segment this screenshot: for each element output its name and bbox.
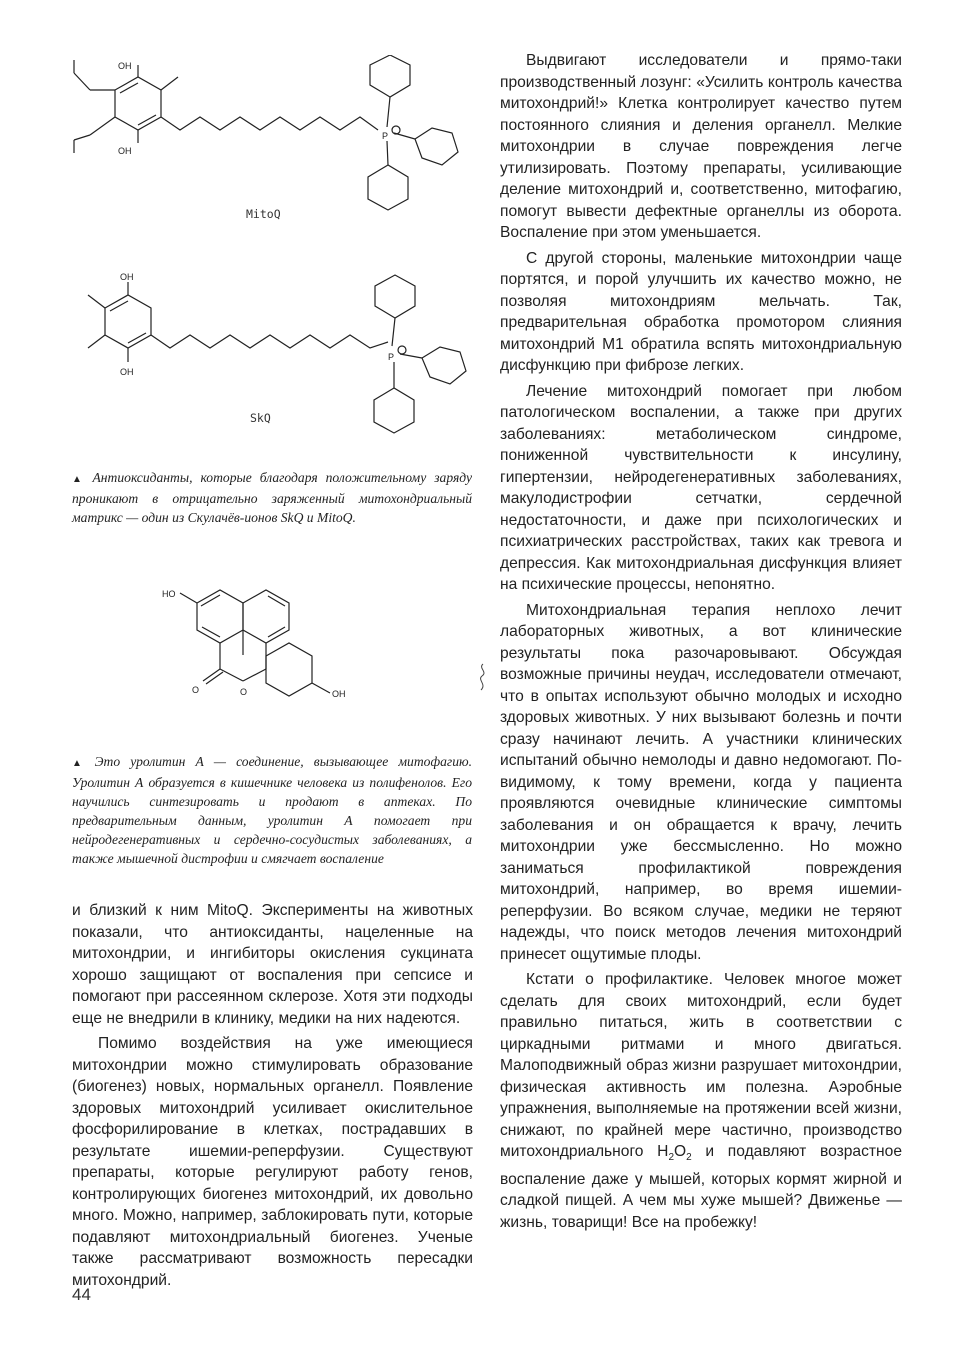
skq-oh-top-label: OH [120, 272, 134, 282]
phosphonium-label: P [382, 131, 389, 141]
right-paragraph-4: Митохондриальная терапия неплохо лечит лабораторных животных, а вот клинические результаты пока разочаровывают. Обсуждая возможные причины неудач, исследователи отмечают, что в опытах используют обычно молодых и исходно здоровых животных. У них вызывают болезнь и почти сразу начинают лечить. А участники клинических испытаний обычно немолоды и давно недомогают. По-видимому, к тому времени, когда у пациента проявляются очевидные клинические симптомы заболевания и он обращается к врачу, лечить митохондрии уже бессмысленно. Но можно заниматься профилактикой повреждения митохондрий, например, во время ишемии-реперфузии. Во всяком случае, медики не теряют надежды, что поиск методов лечения митохондрий принесет ощутимые плоды. [500, 601, 902, 963]
antioxidants-caption-text: Антиоксиданты, которые благодаря положительному заряду проникают в отрицательно заряженный митохондриальный матрикс — один из Скулачёв-ионов SkQ и MitoQ. [72, 470, 472, 525]
skq-phosphonium-label: P [388, 352, 395, 362]
ho-label: HO [162, 589, 176, 599]
oh-top-label: OH [118, 61, 132, 71]
urolithin-caption [72, 752, 472, 868]
skq-label: SkQ [250, 411, 271, 425]
left-paragraph-1: и близкий к ним MitoQ. Эксперименты на животных показали, что антиоксиданты, нацеленные на митохондрии, и ингибиторы окисления сукцината хорошо защищают от воспаления при сепсисе и помогают при рассеянном склерозе. Хотя эти подходы еще не внедрили в клинику, медики на них надеются. [72, 902, 473, 1027]
page-number: 44 [72, 1285, 91, 1304]
mitoq-label: MitoQ [246, 207, 281, 221]
carbonyl-o-label: O [192, 685, 200, 695]
right-column [500, 50, 902, 1233]
oh-bottom-label: OH [118, 146, 132, 156]
left-paragraph-2: Помимо воздействия на уже имеющиеся митохондрии можно стимулировать образование (биогенез) новых, нормальных органелл. Появление здоровых митохондрий усиливает окислительное фосфорилирование в клетках, пострадавших в результате ишемии-реперфузии. Существуют препараты, которые регулируют работу генов, контролирующих биогенез митохондрий, их довольно много. Можно, например, заблокировать пути, которые подавляют митохондриальный биогенез. Ученые также рассматривают возможность пересадки митохондрий. [72, 1035, 473, 1289]
right-paragraph-5: Кстати о профилактике. Человек многое может сделать для своих митохондрий, если будет правильно питаться, жить в соответствии с циркадными ритмами и много двигаться. Малоподвижный образ жизни разрушает митохондрии, физическая активность им полезна. Аэробные упражнения, выполняемые на протяжении всей жизни, снижают, по крайней мере частично, производство митохондриального $H_2O_2$ и подавляют возрастное воспаление даже у мышей, которых кормят жирной и сладкой пищей. А чем мы хуже мышей? Движенье — жизнь, товарищи! Все на пробежку! [500, 971, 902, 1231]
right-paragraph-2: С другой стороны, маленькие митохондрии чаще портятся, и порой улучшить их качество можно, не позволяя митохондриям мельчать. Так, предварительная обработка промотором слияния митохондрий М1 обратила вспять митохондриальную дисфункцию при фиброзе легких. [500, 249, 902, 374]
triangle-marker-icon: ▲ [72, 758, 89, 769]
urolithin-a-structure [160, 575, 380, 705]
ring-o-label: O [240, 687, 248, 697]
right-paragraph-3: Лечение митохондрий помогает при любом патологическом воспалении, а также при других заболеваниях: метаболическом синдроме, пониженной чувствительности к инсулину, гипертензии, нейродегенеративных заболеваниях, макулодистрофии сетчатки, сердечной недостаточности, и даже при психологических и психиатрических расстройствах, таких как тревога и депрессия. Как митохондриальная дисфункция влияет на психические процессы, непонятно. [500, 382, 902, 593]
triangle-marker-icon: ▲ [72, 474, 87, 485]
skq-structure [70, 270, 490, 440]
skq-oh-bottom-label: OH [120, 367, 134, 377]
oh-right-label: OH [332, 689, 346, 699]
mitoq-structure [60, 55, 480, 220]
right-paragraph-1: Выдвигают исследователи и прямо-таки производственный лозунг: «Усилить контроль качества митохондрий!» Клетка контролирует качество путем постоянного слияния и деления органелл. Мелкие митохондрии в случае повреждения легче утилизировать. Поэтому препараты, усиливающие деление митохондрий и, соответственно, митофагию, помогут вывести дефектные органеллы из оборота. Воспаление при этом уменьшается. [500, 52, 902, 241]
antioxidants-caption [72, 468, 472, 527]
left-column [72, 900, 473, 1291]
side-ornament-icon [476, 662, 490, 692]
urolithin-caption-text: Это уролитин А — соединение, вызывающее митофагию. Уролитин А образуется в кишечнике человека из полифенолов. Его научились синтезировать и продают в аптеках. По предварительным данным, уролитин А помогает при нейродегенеративных и сердечно-сосудистых заболеваниях, а также мышечной дистрофии и смягчает воспаление [72, 754, 472, 866]
